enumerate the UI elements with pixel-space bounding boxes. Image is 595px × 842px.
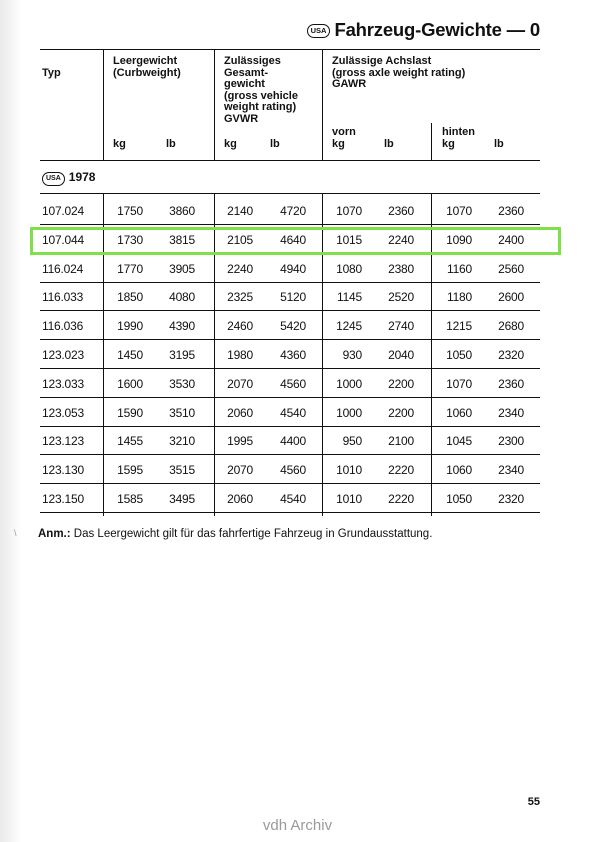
weight-cell: 3860 (169, 204, 195, 218)
weight-cell: 1050 (446, 348, 472, 362)
col-typ-header: Typ (42, 67, 61, 79)
header-bottom-rule (40, 160, 540, 161)
weight-cell: 4560 (280, 376, 306, 391)
model-type-cell: 123.033 (42, 376, 84, 391)
weight-cell: 1595 (117, 463, 143, 478)
weight-cell: 1090 (446, 232, 472, 247)
weight-cell: 4640 (280, 232, 306, 247)
weight-cell: 950 (342, 434, 362, 449)
header-divider (214, 50, 215, 160)
weight-cell: 1990 (117, 319, 143, 334)
weight-cell: 4360 (280, 348, 306, 362)
unit-kg: kg (332, 138, 345, 150)
table-row (40, 283, 540, 311)
weight-cell: 930 (342, 348, 362, 362)
weight-cell: 3530 (169, 376, 195, 391)
page-edge-shadow (0, 0, 22, 842)
section-rule (40, 193, 540, 194)
model-type-cell: 116.024 (42, 261, 84, 276)
weight-cell: 2340 (498, 463, 524, 478)
weight-cell: 1455 (117, 434, 143, 449)
model-type-cell: 123.150 (42, 492, 84, 506)
table-row (40, 341, 540, 369)
weight-cell: 2060 (227, 492, 253, 506)
weight-cell: 2040 (388, 348, 414, 362)
row-highlight-box (30, 227, 561, 255)
weight-cell: 1215 (446, 319, 472, 334)
weight-cell: 4560 (280, 463, 306, 478)
weight-cell: 1000 (336, 376, 362, 391)
model-year-label (42, 170, 95, 186)
weight-cell: 1070 (446, 204, 472, 218)
model-type-cell: 116.033 (42, 290, 84, 305)
page-header (40, 19, 540, 45)
weight-cell: 2140 (227, 204, 253, 218)
weight-cell: 2680 (498, 319, 524, 334)
weight-cell: 1015 (336, 232, 362, 247)
weight-cell: 1750 (117, 204, 143, 218)
weight-cell: 2220 (388, 463, 414, 478)
model-type-cell: 123.023 (42, 348, 84, 362)
table-row (40, 399, 540, 427)
weight-cell: 4540 (280, 492, 306, 506)
weight-cell: 1070 (336, 204, 362, 218)
page-title: Fahrzeug-Gewichte — 0 (334, 19, 540, 40)
weight-cell: 2070 (227, 376, 253, 391)
weight-cell: 1145 (336, 290, 362, 305)
weight-cell: 2200 (388, 376, 414, 391)
weight-cell: 3515 (169, 463, 195, 478)
weight-cell: 1160 (446, 261, 472, 276)
weight-cell: 2240 (388, 232, 414, 247)
weight-cell: 1850 (117, 290, 143, 305)
weight-cell: 2740 (388, 319, 414, 334)
weight-cell: 1010 (336, 463, 362, 478)
table-row (40, 197, 540, 225)
weight-cell: 5120 (280, 290, 306, 305)
weight-cell: 4720 (280, 204, 306, 218)
model-type-cell: 123.123 (42, 434, 84, 449)
weight-cell: 4390 (169, 319, 195, 334)
usa-badge-icon: USA (42, 172, 65, 186)
weight-cell: 3815 (169, 232, 195, 247)
weight-cell: 2060 (227, 405, 253, 420)
weight-cell: 4540 (280, 405, 306, 420)
model-type-cell: 107.024 (42, 204, 84, 218)
weight-cell: 3905 (169, 261, 195, 276)
weight-cell: 1450 (117, 348, 143, 362)
col-gawr-header: Zulässige Achslast (gross axle weight rating) GAWR (332, 55, 466, 90)
header-divider (322, 50, 323, 160)
weight-cell: 2360 (388, 204, 414, 218)
weight-cell: 1045 (446, 434, 472, 449)
weight-cell: 2600 (498, 290, 524, 305)
weight-cell: 2360 (498, 376, 524, 391)
col-gvwr-header: Zulässiges Gesamt- gewicht (gross vehicle weight rating) GVWR (224, 55, 298, 125)
weight-cell: 2325 (227, 290, 253, 305)
header-divider (103, 50, 104, 160)
table-row (40, 370, 540, 398)
weight-cell: 2380 (388, 261, 414, 276)
weight-cell: 1080 (336, 261, 362, 276)
weight-cell: 2460 (227, 319, 253, 334)
unit-kg: kg (224, 138, 237, 150)
weight-cell: 1070 (446, 376, 472, 391)
page-number: 55 (527, 796, 540, 808)
model-type-cell: 116.036 (42, 319, 84, 334)
weight-cell: 4940 (280, 261, 306, 276)
weight-cell: 4400 (280, 434, 306, 449)
weight-cell: 2070 (227, 463, 253, 478)
usa-badge-icon: USA (307, 24, 331, 38)
weight-cell: 3510 (169, 405, 195, 420)
weight-cell: 2320 (498, 492, 524, 506)
unit-kg: kg (442, 138, 455, 150)
col-curbweight-header: Leergewicht (Curbweight) (113, 55, 181, 79)
header-divider (431, 123, 432, 160)
watermark: vdh Archiv (262, 817, 333, 834)
unit-lb: lb (270, 138, 280, 150)
weight-cell: 2300 (498, 434, 524, 449)
weight-cell: 1060 (446, 463, 472, 478)
footnote-text: Das Leergewicht gilt für das fahrfertige Fahrzeug in Grundausstattung. (70, 528, 433, 540)
unit-lb: lb (384, 138, 394, 150)
table-row (40, 485, 540, 513)
weight-cell: 2320 (498, 348, 524, 362)
unit-lb: lb (166, 138, 176, 150)
weight-cell: 2100 (388, 434, 414, 449)
weight-cell: 2105 (227, 232, 253, 247)
footnote-label: Anm.: (38, 528, 71, 540)
weight-cell: 4080 (169, 290, 195, 305)
weight-cell: 2400 (498, 232, 524, 247)
weight-cell: 1590 (117, 405, 143, 420)
weight-cell: 1995 (227, 434, 253, 449)
table-row (40, 312, 540, 340)
col-rear-axle-header: hinten (442, 126, 475, 138)
weight-cell: 5420 (280, 319, 306, 334)
col-front-axle-header: vorn (332, 126, 356, 138)
weight-cell: 3210 (169, 434, 195, 449)
weight-cell: 3195 (169, 348, 195, 362)
table-row (40, 427, 540, 455)
weight-cell: 2560 (498, 261, 524, 276)
weight-cell: 1730 (117, 232, 143, 247)
weight-cell: 1060 (446, 405, 472, 420)
model-year: 1978 (68, 170, 96, 184)
model-type-cell: 107.044 (42, 232, 84, 247)
table-bottom-rule (40, 512, 540, 513)
weight-cell: 3495 (169, 492, 195, 506)
unit-kg: kg (113, 138, 126, 150)
weight-cell: 1600 (117, 376, 143, 391)
weight-cell: 2240 (227, 261, 253, 276)
weight-cell: 1000 (336, 405, 362, 420)
weight-cell: 1770 (117, 261, 143, 276)
weight-cell: 1585 (117, 492, 143, 506)
weight-cell: 2360 (498, 204, 524, 218)
weight-cell: 1180 (446, 290, 472, 305)
table-top-rule (40, 49, 540, 50)
weight-cell: 2220 (388, 492, 414, 506)
weight-cell: 2520 (388, 290, 414, 305)
weight-cell: 1050 (446, 492, 472, 506)
weight-cell: 2200 (388, 405, 414, 420)
scan-speck: \ (14, 528, 17, 538)
unit-lb: lb (494, 138, 504, 150)
weight-cell: 2340 (498, 405, 524, 420)
weight-cell: 1980 (227, 348, 253, 362)
footnote (38, 528, 432, 540)
model-type-cell: 123.053 (42, 405, 84, 420)
table-row (40, 255, 540, 283)
table-row (40, 456, 540, 484)
weight-cell: 1010 (336, 492, 362, 506)
weight-cell: 1245 (336, 319, 362, 334)
model-type-cell: 123.130 (42, 463, 84, 478)
